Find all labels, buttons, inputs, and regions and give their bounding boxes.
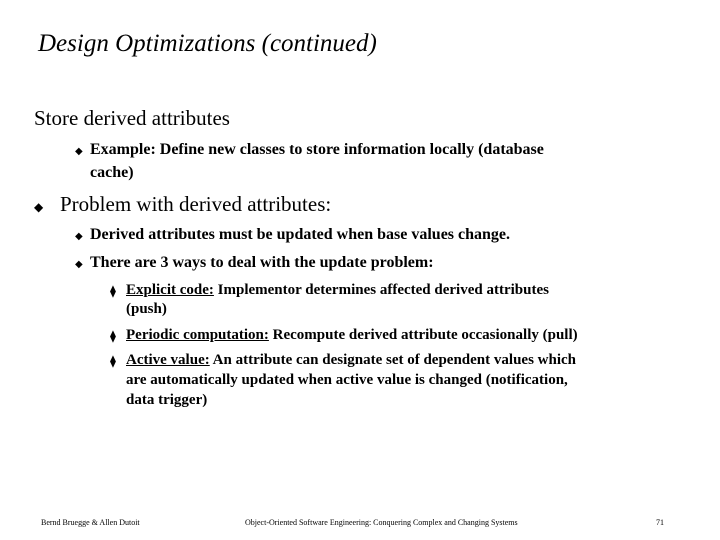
subpoint-example xyxy=(90,141,544,159)
method-periodic-computation-line1: Recompute derived attribute occasionally (pull) xyxy=(268,327,578,343)
method-active-value-line2: are automatically updated when active value is changed (notification, xyxy=(126,372,568,388)
slide-title: Design Optimizations (continued) xyxy=(38,30,377,57)
method-explicit-code-line2: (push) xyxy=(126,301,167,317)
subpoint-example-line2: cache) xyxy=(90,164,134,181)
method-active-value-line1: An attribute can designate set of dependent values which xyxy=(209,352,576,368)
subpoint-three-ways: There are 3 ways to deal with the update problem: xyxy=(90,254,434,271)
method-explicit-code-label: Explicit code: xyxy=(126,282,214,298)
subpoint-example-line1: Example: Define new classes to store information locally (database xyxy=(90,141,544,158)
point-store-derived-attributes: Store derived attributes xyxy=(34,106,230,130)
footer-book-title: Object-Oriented Software Engineering: Conquering Complex and Changing Systems xyxy=(245,518,518,527)
footer-authors: Bernd Bruegge & Allen Dutoit xyxy=(41,518,140,527)
point-problem-derived-attributes: Problem with derived attributes: xyxy=(60,192,332,216)
method-active-value-line3: data trigger) xyxy=(126,392,208,408)
method-explicit-code xyxy=(126,282,549,299)
method-periodic-computation xyxy=(126,327,578,344)
square-bullet-icon: ◆ xyxy=(75,146,83,157)
triangle-bullet-icon: ⧫ xyxy=(110,284,116,298)
triangle-bullet-icon: ⧫ xyxy=(110,329,116,343)
method-active-value-label: Active value: xyxy=(126,352,210,368)
square-bullet-icon: ◆ xyxy=(75,231,83,242)
subpoint-must-be-updated: Derived attributes must be updated when base values change. xyxy=(90,226,511,243)
square-bullet-icon: ◆ xyxy=(75,259,83,270)
method-periodic-computation-label: Periodic computation: xyxy=(126,327,269,343)
footer-page-number: 71 xyxy=(656,518,664,527)
triangle-bullet-icon: ⧫ xyxy=(110,354,116,368)
method-explicit-code-line1: Implementor determines affected derived attributes xyxy=(213,282,549,298)
diamond-bullet-icon: ◆ xyxy=(34,200,44,214)
method-active-value xyxy=(126,352,576,369)
